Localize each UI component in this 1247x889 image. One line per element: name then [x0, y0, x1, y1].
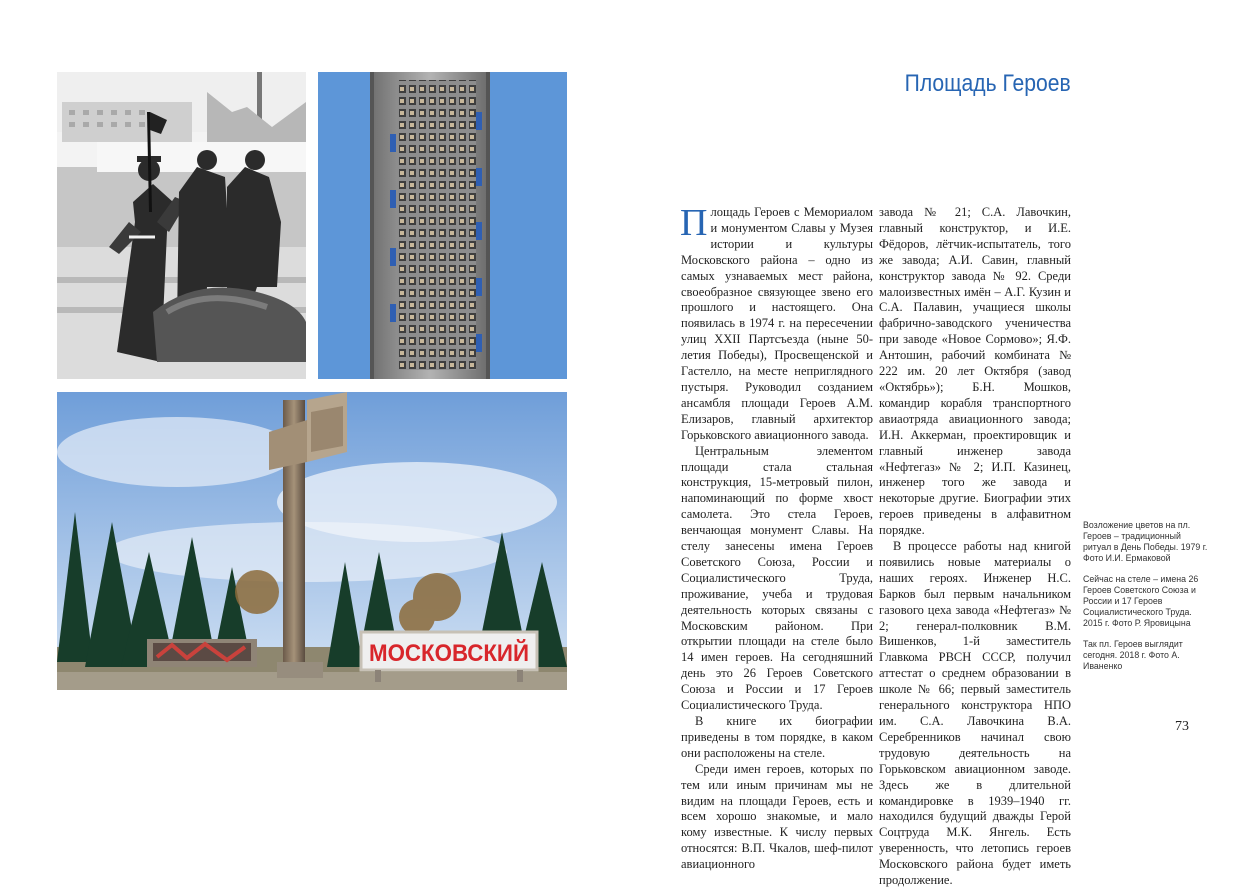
body-column-1 — [680, 202, 873, 873]
photo-heroes-square — [57, 392, 567, 690]
photo-stele-names — [318, 72, 567, 379]
caption-square: Так пл. Героев выглядит сегодня. 2018 г. Фото А. Иваненко — [1083, 639, 1183, 671]
stele-illustration — [318, 72, 567, 379]
page-title: Площадь Героев — [904, 70, 1071, 97]
paragraph: В процессе работы над книгой появились новые материалы о наших героях. Инженер Н.С. Барков был первым начальником газового цеха завода «Нефтегаз» № 2; генерал-полковник В.М. Вишенков, 1-й заместитель Главкома РВСН СССР, получил аттестат о среднем образовании в школе № 66; первый заместитель генерального конструктора НПО им. С.А. Лавочкина В.А. Серебренников начинал свою трудовую деятельность на Горьковском авиационном заводе. Здесь же в длительной командировке в 1939–1940 гг. находился будущий дважды Герой Соцтруда М.К. Янгель. Есть уверенность, что летопись героев Московского района будет иметь продолжение. — [879, 539, 1071, 888]
page-number: 73 — [1175, 719, 1189, 734]
paragraph: завода № 21; С.А. Лавочкин, главный конструктор, и И.Е. Фёдоров, лётчик-испытатель, того же завода; А.И. Савин, главный конструктор завода № 92. Среди малоизвестных имён – А.Г. Кузин и С.А. Палавин, учащиеся школы фабрично-заводского ученичества при заводе «Новое Сормово»; Я.Ф. Антошин, рабочий комбината № 222 им. 20 лет Октября (завод «Октябрь»); Б.Н. Мошков, командир корабля транспортного авиаотряда авиационного завода; И.Н. Аккерман, проектировщик и главный инженер завода «Нефтегаз» № 2; И.П. Казинец, инженер того же завода и некоторые другие. Биографии этих героев приведены в алфавитном порядке. — [879, 205, 1071, 538]
moskovsky-sign-text: МОСКОВСКИЙ — [369, 640, 542, 667]
paragraph: Среди имен героев, которых по тем или иным причинам мы не видим на площади Героев, есть и всем хорошо знакомые, и мало кому известные. К числу первых относятся: В.П. Чкалов, шеф-пилот авиационного — [681, 761, 873, 872]
body-column-2 — [879, 205, 1071, 889]
paragraph — [680, 202, 873, 444]
paragraph: В книге их биографии приведены в том порядке, в каком они расположены на стеле. — [681, 714, 873, 760]
paragraph-text: лощадь Героев с Мемориалом и монументом Славы у Музея истории и культуры Московского района – одно из самых узнаваемых мест района, своеобразное связующее звено его прошлого и настоящего. Она появилась в 1974 г. на пересечении улиц XXII Партсъезда (ныне 50-летия Победы), Просвещенской и Гастелло, на месте неприглядного пустыря. Руководил созданием ансамбля площади Героев А.М. Елизаров, главный архитектор Горьковского авиационного завода. — [681, 205, 873, 442]
photo-captions — [1083, 520, 1208, 682]
caption-stele: Сейчас на стеле – имена 26 Героев Советского Союза и России и 17 Героев Социалистического Труда. 2015 г. Фото Р. Яровицына — [1083, 574, 1199, 628]
caption-ceremony: Возложение цветов на пл. Героев – традиционный ритуал в День Победы. 1979 г. Фото И.И. Ермаковой — [1083, 520, 1208, 563]
paragraph: Центральным элементом площади стала стальная конструкция, 15-метровый пилон, напоминающий по форме хвост самолета. Это стела Героев, венчающая монумент Славы. На стелу занесены имена Героев Советского Союза, России и Социалистического Труда, проживание, учеба и трудовая деятельность которых связаны с Московским районом. При открытии площади на стеле было 14 имен героев. На сегодняшний день это 26 Героев Советского Союза и России и 17 Героев Социалистического Труда. — [681, 443, 873, 713]
ceremony-illustration — [57, 72, 306, 379]
square-illustration — [57, 392, 567, 690]
drop-cap: П — [680, 202, 708, 244]
photo-flower-ceremony — [57, 72, 306, 379]
